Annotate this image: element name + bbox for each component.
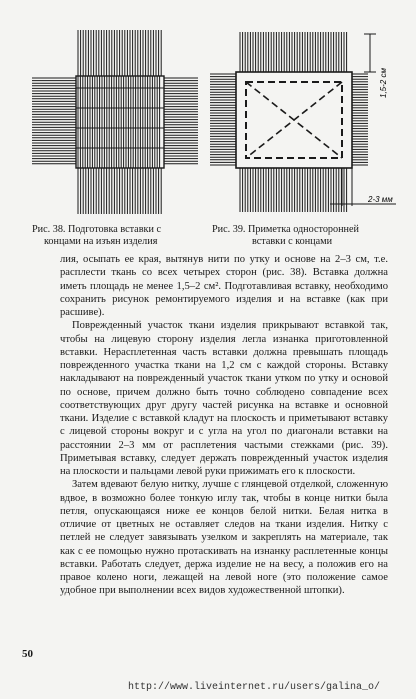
bottom-fringe — [78, 168, 161, 214]
woven-warp — [78, 76, 160, 168]
left-fringe — [210, 74, 236, 165]
dim-label-top: 1,5-2 см — [379, 68, 388, 98]
figure-39-caption — [212, 224, 359, 248]
paragraph: лия, осыпать ее края, вытянув нити по утку и основе на 2–3 см, т.е. расплести ткань со всех четырех сторон (рис. 38). Вставка должна иметь площадь не менее 1,5–2 см². Подготавливая вставку, необходимо сохранить рисунок ремонтируемого изделия и на вставке (как при расшиве). — [60, 254, 388, 318]
left-fringe — [32, 78, 76, 164]
caption-line: вставки с концами — [252, 236, 333, 247]
right-fringe — [164, 78, 198, 164]
figure-38 — [30, 28, 200, 216]
page-number: 50 — [22, 648, 33, 660]
bottom-fringe — [240, 168, 347, 212]
figure-39 — [208, 28, 398, 218]
paragraph: Поврежденный участок ткани изделия прикрывают вставкой так, чтобы на лицевую сторону изделия легла изнанка приготовленной вставки. Нерасплетенная часть вставки должна превышать площадь поврежденного участка ткани на 1,2 см с каждой стороны. Вставку накладывают на поврежденный участок ткани утком по утку и основой по основе, причем должно быть точно соблюдено совпадение всех соответствующих друг другу частей рисунка на вставке и основной ткани. Изделие с вставкой кладут на плоскость и приметывают вставку с лицевой стороны вокруг и с угла на угол по диагонали вставки на расстоянии 2–3 мм от расплетения частыми стежками (рис. 39). Приметывая вставку, следует держать поврежденный участок изделия на плоскости и пальцами левой руки прижимать его к плоскости. — [60, 320, 388, 477]
body-text — [60, 253, 388, 598]
figure-38-caption — [32, 224, 161, 248]
top-fringe — [240, 32, 347, 72]
top-fringe — [78, 30, 161, 76]
right-fringe — [352, 74, 368, 165]
caption-line: Рис. 38. Подготовка вставки с — [32, 224, 161, 235]
dim-label-bottom: 2-3 мм — [368, 195, 393, 204]
caption-line: Рис. 39. Приметка односторонней — [212, 224, 359, 235]
paragraph: Затем вдевают белую нитку, лучше с глянцевой отделкой, сложенную вдвое, в возможно более тонкую иглу так, чтобы в конце нитки была петля, опускающаяся ниже ее концов белой нитки. Белая нитка в отличие от цветных не оставляет следов на ткани изделия. Нитку с петлей не следует завязывать узелком и закреплять на материале, так как с ее помощью нужно протаскивать на изнанку расплетенные концы вставки. Работать следует, держа изделие не на весу, а положив его на правое колено ноги, лежащей на левой ноге (это положение самое удобное при выполнении всех видов художественной штопки). — [60, 479, 388, 597]
caption-line: концами на изъян изделия — [44, 236, 158, 247]
insert-square — [76, 76, 164, 168]
watermark: http://www.liveinternet.ru/users/galina_o/ — [128, 682, 381, 693]
